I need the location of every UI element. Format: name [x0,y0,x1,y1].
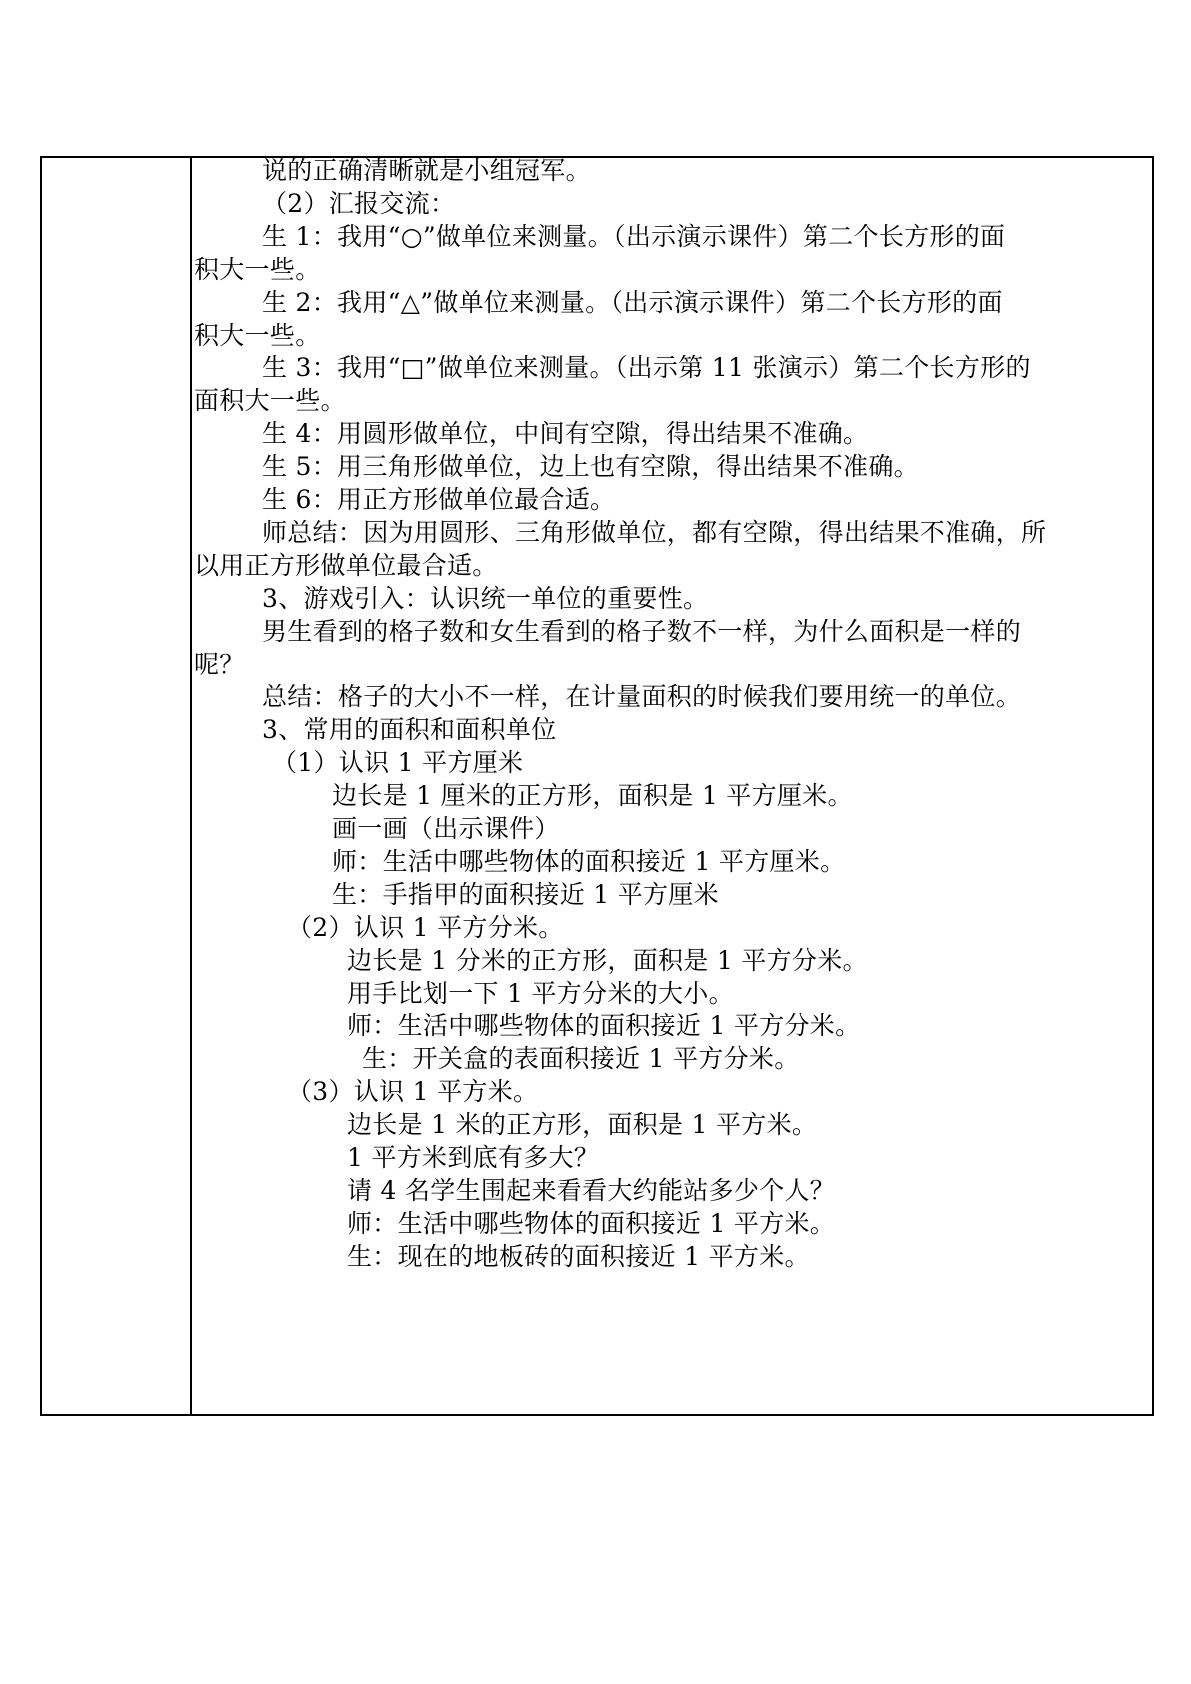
text-line: 生：开关盒的表面积接近 1 平方分米。 [362,1044,800,1074]
text-line: 画一画（出示课件） [332,814,560,843]
text-line: 生 1：我用“○”做单位来测量。（出示演示课件）第二个长方形的面 [262,221,1006,251]
text-line: 总结：格子的大小不一样，在计量面积的时候我们要用统一的单位。 [262,682,1022,712]
text-line: 积大一些。 [194,320,321,350]
text-line: 呢？ [194,649,245,679]
text-line: 3、游戏引入：认识统一单位的重要性。 [262,583,709,613]
text-line: 积大一些。 [194,254,321,284]
table-left-column [42,158,192,1414]
text-line: 师：生活中哪些物体的面积接近 1 平方米。 [347,1208,836,1238]
text-line: 师：生活中哪些物体的面积接近 1 平方厘米。 [332,846,846,876]
lesson-table [40,156,1154,1416]
text-line: （2）认识 1 平方分米。 [287,912,564,942]
text-line: 请 4 名学生围起来看看大约能站多少个人？ [347,1175,836,1205]
text-line: 生 3：我用“□”做单位来测量。（出示第 11 张演示）第二个长方形的 [262,353,1031,383]
text-line: 男生看到的格子数和女生看到的格子数不一样，为什么面积是一样的 [262,616,1022,646]
text-line: 用手比划一下 1 平方分米的大小。 [347,978,734,1008]
text-line: （3）认识 1 平方米。 [287,1077,539,1107]
text-line: 边长是 1 分米的正方形，面积是 1 平方分米。 [347,945,868,975]
text-line: 师：生活中哪些物体的面积接近 1 平方分米。 [347,1011,861,1041]
text-line: 生 2：我用“△”做单位来测量。（出示演示课件）第二个长方形的面 [262,287,1003,317]
text-line: 生 6：用正方形做单位最合适。 [262,485,616,514]
text-line: 1 平方米到底有多大？ [347,1143,600,1172]
text-line: 边长是 1 米的正方形，面积是 1 平方米。 [347,1110,818,1140]
text-line: 师总结：因为用圆形、三角形做单位，都有空隙，得出结果不准确，所 [262,517,1047,547]
text-line: 面积大一些。 [194,386,346,416]
text-line: 边长是 1 厘米的正方形，面积是 1 平方厘米。 [332,781,853,811]
text-line: 生 5：用三角形做单位，边上也有空隙，得出结果不准确。 [262,452,919,482]
text-line: 说的正确清晰就是小组冠军。 [262,156,591,185]
text-line: （2）汇报交流： [262,188,456,218]
text-line: 以用正方形做单位最合适。 [194,550,498,580]
text-line: （1）认识 1 平方厘米 [272,748,524,778]
text-line: 3、常用的面积和面积单位 [262,715,557,745]
text-line: 生 4：用圆形做单位，中间有空隙，得出结果不准确。 [262,419,869,449]
text-line: 生：现在的地板砖的面积接近 1 平方米。 [347,1241,810,1271]
text-line: 生：手指甲的面积接近 1 平方厘米 [332,879,719,909]
